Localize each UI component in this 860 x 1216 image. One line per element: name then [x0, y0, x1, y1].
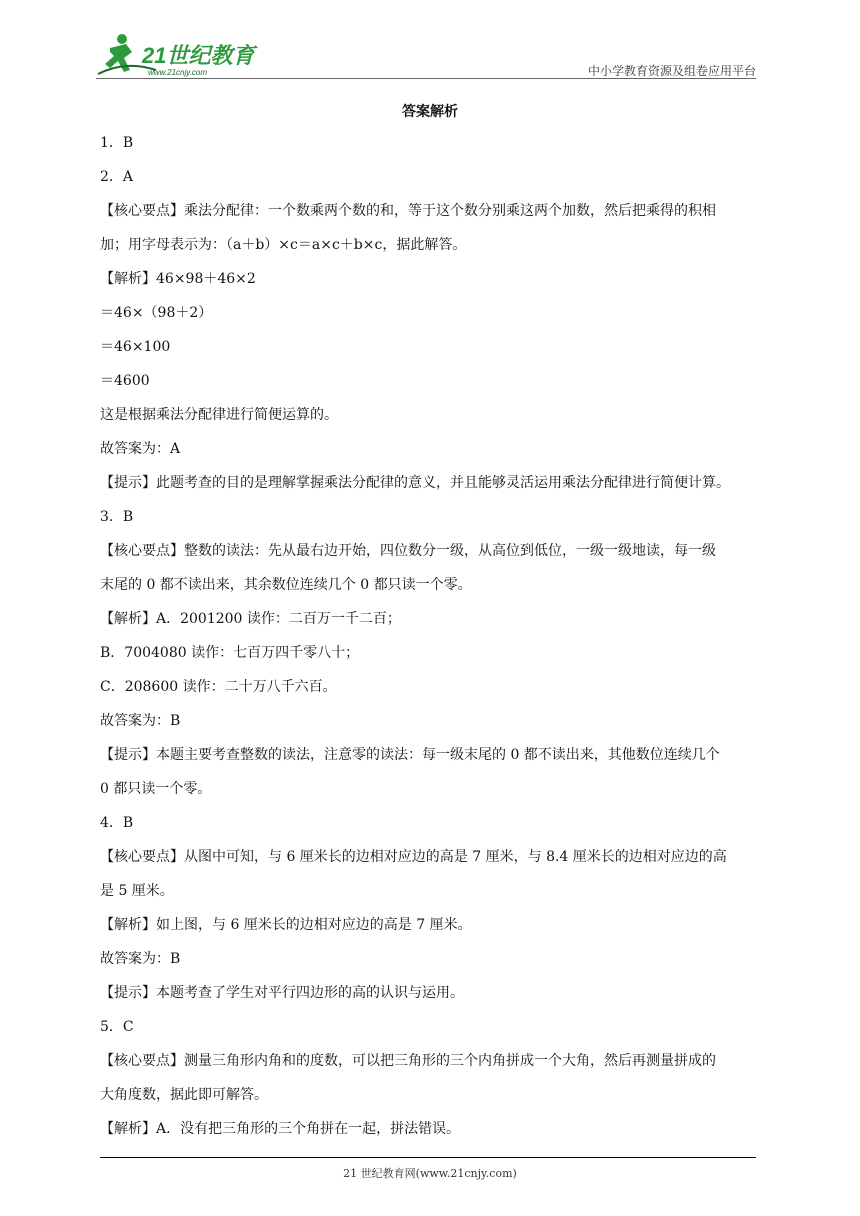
answer-line: 【核心要点】从图中可知，与 6 厘米长的边相对应边的高是 7 厘米，与 8.4 厘米长的边相对应边的高 [100, 849, 727, 865]
logo-21cnjy [96, 30, 266, 80]
answer-line: 【提示】本题考查了学生对平行四边形的高的认识与运用。 [100, 985, 464, 1001]
answer-line: C．208600 读作：二十万八千六百。 [100, 679, 337, 695]
page-title: 答案解析 [402, 104, 458, 120]
answer-line: 1．B [100, 135, 134, 151]
answer-line: 加；用字母表示为：（a＋b）×c＝a×c＋b×c，据此解答。 [100, 237, 467, 253]
answer-line: 【提示】此题考查的目的是理解掌握乘法分配律的意义，并且能够灵活运用乘法分配律进行简便计算。 [100, 475, 730, 491]
answer-line: 4．B [100, 815, 134, 831]
answer-line: 故答案为：A [100, 441, 181, 457]
answer-line: 【解析】A．没有把三角形的三个角拼在一起，拼法错误。 [100, 1121, 461, 1137]
answer-line: ＝4600 [100, 373, 150, 389]
answer-line: 0 都只读一个零。 [100, 781, 212, 797]
answer-line: 故答案为：B [100, 951, 181, 967]
answer-line: 【核心要点】整数的读法：先从最右边开始，四位数分一级，从高位到低位，一级一级地读，每一级 [100, 543, 716, 559]
answer-line: 【解析】46×98＋46×2 [100, 271, 256, 287]
answer-line: ＝46×100 [100, 339, 171, 355]
answer-line: 3．B [100, 509, 134, 525]
answer-line: 末尾的 0 都不读出来，其余数位连续几个 0 都只读一个零。 [100, 577, 472, 593]
answer-line: 2．A [100, 169, 134, 185]
header-divider [96, 78, 756, 79]
answer-line: 【解析】A．2001200 读作：二百万一千二百； [100, 611, 401, 627]
answer-line: ＝46×（98＋2） [100, 305, 213, 321]
answer-line: B．7004080 读作：七百万四千零八十； [100, 645, 360, 661]
answer-content [100, 126, 762, 1146]
page-header [96, 30, 756, 80]
answer-line: 【解析】如上图，与 6 厘米长的边相对应边的高是 7 厘米。 [100, 917, 472, 933]
answer-line: 这是根据乘法分配律进行简便运算的。 [100, 407, 338, 423]
answer-line: 【核心要点】测量三角形内角和的度数，可以把三角形的三个内角拼成一个大角，然后再测量拼成的 [100, 1053, 716, 1069]
answer-line: 大角度数，据此即可解答。 [100, 1087, 268, 1103]
page-footer: 21 世纪教育网(www.21cnjy.com) [343, 1167, 517, 1180]
svg-text:21世纪教育: 21世纪教育 [142, 43, 255, 68]
platform-label: 中小学教育资源及组卷应用平台 [587, 64, 756, 78]
answer-line: 是 5 厘米。 [100, 883, 174, 899]
footer-divider [100, 1157, 756, 1158]
answer-line: 【核心要点】乘法分配律：一个数乘两个数的和，等于这个数分别乘这两个加数，然后把乘得的积相 [100, 203, 716, 219]
answer-line: 【提示】本题主要考查整数的读法，注意零的读法：每一级末尾的 0 都不读出来，其他数位连续几个 [100, 747, 720, 763]
answer-line: 故答案为：B [100, 713, 181, 729]
svg-text:www.21cnjy.com: www.21cnjy.com [148, 68, 207, 77]
answer-line: 5．C [100, 1019, 134, 1035]
